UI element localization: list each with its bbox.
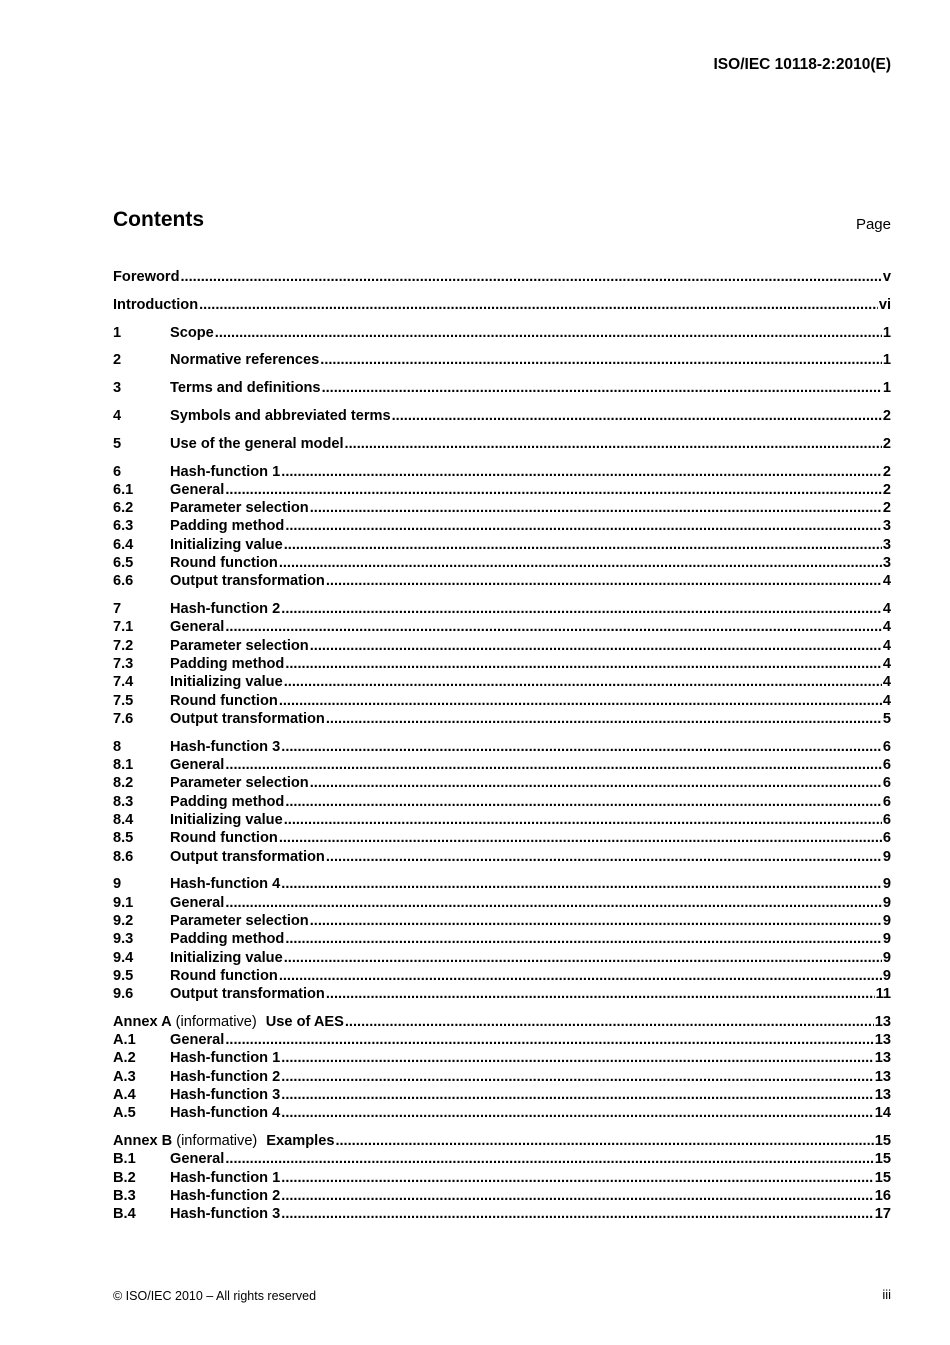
toc-entry[interactable] (113, 601, 891, 619)
toc-entry-number: A.4 (113, 1087, 136, 1104)
toc-entry-number: 7.2 (113, 637, 134, 654)
toc-dot-leader (310, 500, 882, 516)
toc-entry-title: Parameter selection (170, 775, 309, 792)
toc-entry-title: Hash-function 2 (170, 601, 281, 618)
toc-dot-leader (225, 1032, 873, 1048)
toc-entry[interactable] (113, 1087, 891, 1105)
toc-entry-number: B.3 (113, 1188, 136, 1205)
toc-dot-leader (326, 849, 882, 865)
toc-entry-title: Foreword (113, 269, 180, 285)
toc-entry-title: Hash-function 1 (170, 463, 281, 480)
toc-entry-page: 4 (882, 674, 891, 691)
toc-entry-title: Round function (170, 692, 278, 709)
toc-entry-title: Hash-function 2 (170, 1068, 281, 1085)
toc-entry-title: Use of AES (265, 1013, 344, 1030)
toc-annex-type: (informative) (175, 1013, 257, 1030)
toc-entry[interactable] (113, 739, 891, 757)
toc-entry-title: Initializing value (170, 811, 283, 828)
toc-entry-title: Round function (170, 830, 278, 847)
toc-dot-leader (279, 830, 882, 846)
toc-dot-leader (199, 297, 878, 313)
toc-dot-leader (285, 931, 882, 947)
toc-entry-title: Symbols and abbreviated terms (170, 407, 391, 424)
toc-entry-page: 13 (874, 1068, 891, 1085)
toc-entry-title: General (170, 894, 225, 911)
toc-entry-page: 16 (874, 1188, 891, 1205)
toc-entry-page: 6 (882, 738, 891, 755)
footer-page-number: iii (882, 1287, 891, 1302)
toc-dot-leader (310, 913, 882, 929)
toc-entry-number: 9 (113, 876, 122, 893)
toc-dot-leader (225, 895, 882, 911)
toc-entry[interactable] (113, 849, 891, 867)
toc-entry-number: 6.6 (113, 573, 134, 590)
toc-dot-leader (281, 739, 882, 755)
toc-entry-number: 6.5 (113, 555, 134, 572)
toc-entry[interactable] (113, 1170, 891, 1188)
toc-entry-page: 4 (882, 637, 891, 654)
toc-entry-number: 8.5 (113, 830, 134, 847)
toc-entry-page: 5 (882, 710, 891, 727)
toc-entry[interactable] (113, 1014, 891, 1032)
toc-entry[interactable] (113, 436, 891, 454)
toc-entry[interactable] (113, 794, 891, 812)
toc-dot-leader (326, 573, 882, 589)
toc-entry-number: 7.1 (113, 619, 134, 636)
toc-entry-number: B.2 (113, 1169, 136, 1186)
toc-dot-leader (310, 638, 882, 654)
toc-entry-title: Terms and definitions (170, 380, 321, 397)
toc-dot-leader (284, 674, 882, 690)
toc-entry-number: 6 (113, 463, 122, 480)
toc-dot-leader (284, 950, 882, 966)
toc-entry-title: Output transformation (170, 710, 325, 727)
toc-entry-page: 13 (874, 1087, 891, 1104)
toc-entry-number: 8.6 (113, 848, 134, 865)
toc-dot-leader (281, 876, 882, 892)
toc-entry-number: 9.6 (113, 986, 134, 1003)
toc-entry-page: 6 (882, 775, 891, 792)
toc-entry[interactable] (113, 1069, 891, 1087)
toc-entry-number: B.1 (113, 1151, 136, 1168)
toc-entry-number: 8 (113, 738, 122, 755)
toc-entry-number: 7.3 (113, 656, 134, 673)
toc-entry-number: 7.4 (113, 674, 134, 691)
toc-entry[interactable] (113, 711, 891, 729)
toc-entry-page: 14 (874, 1105, 891, 1122)
toc-entry-number: 9.3 (113, 931, 134, 948)
toc-dot-leader (281, 1188, 874, 1204)
toc-entry-title: Scope (170, 324, 214, 341)
toc-annex-label: Annex A (113, 1013, 172, 1030)
toc-entry-title: General (170, 757, 225, 774)
toc-entry-title: General (170, 1032, 225, 1049)
toc-entry-page: v (882, 269, 891, 285)
toc-entry[interactable] (113, 1032, 891, 1050)
toc-entry[interactable] (113, 895, 891, 913)
toc-entry-page: 15 (874, 1169, 891, 1186)
toc-entry-page: 6 (882, 793, 891, 810)
toc-entry-number: A.5 (113, 1105, 136, 1122)
toc-entry[interactable] (113, 619, 891, 637)
toc-entry-page: 3 (882, 536, 891, 553)
toc-entry[interactable] (113, 537, 891, 555)
toc-entry-number: 7.6 (113, 710, 134, 727)
toc-entry-title: Parameter selection (170, 637, 309, 654)
toc-entry-title: Hash-function 1 (170, 1050, 281, 1067)
toc-annex-label: Annex B (113, 1133, 173, 1150)
toc-entry-title: Round function (170, 555, 278, 572)
toc-dot-leader (310, 775, 882, 791)
toc-entry-page: 17 (874, 1206, 891, 1223)
toc-entry-number: 8.2 (113, 775, 134, 792)
toc-entry-number: A.3 (113, 1068, 136, 1085)
toc-entry-number: 5 (113, 435, 122, 452)
toc-entry-title: General (170, 481, 225, 498)
toc-entry[interactable] (113, 269, 891, 287)
toc-entry-page: 1 (882, 352, 891, 369)
toc-entry[interactable] (113, 830, 891, 848)
toc-entry-title: Padding method (170, 656, 285, 673)
toc-entry-title: Hash-function 3 (170, 738, 281, 755)
toc-dot-leader (225, 757, 882, 773)
toc-dot-leader (345, 1014, 874, 1030)
toc-entry-number: 9.1 (113, 894, 134, 911)
toc-entry-title: Hash-function 3 (170, 1087, 281, 1104)
toc-dot-leader (284, 537, 882, 553)
toc-entry-title: Output transformation (170, 986, 325, 1003)
toc-entry-title: General (170, 1151, 225, 1168)
toc-entry[interactable] (113, 950, 891, 968)
toc-entry-title: Hash-function 1 (170, 1169, 281, 1186)
toc-dot-leader (279, 968, 882, 984)
toc-dot-leader (180, 269, 881, 285)
toc-entry-title: Hash-function 2 (170, 1188, 281, 1205)
toc-entry-page: 13 (874, 1013, 891, 1030)
toc-entry[interactable] (113, 518, 891, 536)
toc-entry-title: Parameter selection (170, 500, 309, 517)
toc-entry-title: Padding method (170, 793, 285, 810)
toc-entry-title: Hash-function 3 (170, 1206, 281, 1223)
toc-dot-leader (335, 1133, 873, 1149)
toc-entry-title: Parameter selection (170, 912, 309, 929)
toc-entry-page: 6 (882, 757, 891, 774)
toc-entry[interactable] (113, 500, 891, 518)
toc-entry[interactable] (113, 913, 891, 931)
toc-entry-title: Initializing value (170, 674, 283, 691)
toc-dot-leader (285, 794, 882, 810)
toc-entry-number: 2 (113, 352, 122, 369)
contents-heading: Contents (113, 208, 204, 231)
document-code: ISO/IEC 10118-2:2010(E) (713, 56, 891, 73)
toc-entry-number: 6.4 (113, 536, 134, 553)
toc-dot-leader (281, 1105, 874, 1121)
toc-entry-page: 13 (874, 1032, 891, 1049)
toc-entry-page: 15 (874, 1133, 891, 1150)
toc-entry-page: 11 (875, 986, 891, 1003)
copyright-notice: © ISO/IEC 2010 – All rights reserved (113, 1289, 317, 1303)
toc-dot-leader (281, 1069, 874, 1085)
toc-entry[interactable] (113, 876, 891, 894)
toc-dot-leader (281, 464, 882, 480)
toc-entry-number: 6.3 (113, 518, 134, 535)
toc-dot-leader (284, 812, 882, 828)
toc-dot-leader (285, 518, 882, 534)
toc-entry-number: 7 (113, 601, 122, 618)
toc-entry-title: Hash-function 4 (170, 1105, 281, 1122)
toc-dot-leader (281, 1206, 874, 1222)
toc-entry-page: 2 (882, 407, 891, 424)
toc-entry[interactable] (113, 757, 891, 775)
toc-dot-leader (281, 1050, 874, 1066)
toc-entry-page: 2 (882, 435, 891, 452)
toc-entry-page: 9 (882, 848, 891, 865)
toc-entry-page: 6 (882, 811, 891, 828)
toc-entry-title: Initializing value (170, 536, 283, 553)
toc-entry[interactable] (113, 775, 891, 793)
toc-entry-number: A.2 (113, 1050, 136, 1067)
toc-entry-page: 3 (882, 555, 891, 572)
toc-entry-number: 9.5 (113, 967, 134, 984)
toc-entry-title: Padding method (170, 518, 285, 535)
toc-entry-page: 4 (882, 601, 891, 618)
toc-dot-leader (281, 601, 882, 617)
toc-entry[interactable] (113, 464, 891, 482)
toc-entry-page: 1 (882, 380, 891, 397)
toc-entry-number: B.4 (113, 1206, 136, 1223)
toc-entry-title: Initializing value (170, 949, 283, 966)
toc-dot-leader (279, 693, 882, 709)
toc-entry-page: 4 (882, 573, 891, 590)
toc-entry-title: Padding method (170, 931, 285, 948)
page-column-label: Page (855, 216, 891, 233)
toc-entry-page: 9 (882, 894, 891, 911)
toc-entry-number: 1 (113, 324, 122, 341)
toc-entry-page: 2 (882, 463, 891, 480)
toc-entry-title: Output transformation (170, 848, 325, 865)
table-of-contents (113, 269, 891, 1225)
toc-entry-number: 4 (113, 407, 122, 424)
toc-entry-number: 7.5 (113, 692, 134, 709)
toc-entry[interactable] (113, 325, 891, 343)
toc-annex-type: (informative) (176, 1133, 258, 1150)
toc-dot-leader (326, 711, 882, 727)
toc-entry-page: 9 (882, 876, 891, 893)
toc-entry[interactable] (113, 656, 891, 674)
toc-entry-page: vi (878, 296, 891, 313)
toc-entry[interactable] (113, 693, 891, 711)
toc-entry[interactable] (113, 573, 891, 591)
toc-entry-page: 4 (882, 692, 891, 709)
toc-entry-number: 9.2 (113, 912, 134, 929)
toc-entry-page: 2 (882, 500, 891, 517)
toc-dot-leader (281, 1170, 874, 1186)
toc-entry[interactable] (113, 1133, 891, 1151)
toc-entry-title: Hash-function 4 (170, 876, 281, 893)
toc-dot-leader (225, 482, 882, 498)
toc-dot-leader (281, 1087, 874, 1103)
toc-entry[interactable] (113, 408, 891, 426)
toc-entry[interactable] (113, 1151, 891, 1169)
toc-entry-title: Output transformation (170, 573, 325, 590)
toc-entry-page: 13 (874, 1050, 891, 1067)
toc-dot-leader (279, 555, 882, 571)
toc-dot-leader (345, 436, 882, 452)
toc-entry-title: Use of the general model (170, 435, 344, 452)
toc-dot-leader (225, 619, 882, 635)
toc-dot-leader (320, 352, 882, 368)
toc-entry-page: 6 (882, 830, 891, 847)
toc-dot-leader (392, 408, 882, 424)
toc-entry-page: 9 (882, 912, 891, 929)
toc-entry-title: General (170, 619, 225, 636)
toc-entry[interactable] (113, 968, 891, 986)
toc-entry[interactable] (113, 380, 891, 398)
toc-entry[interactable] (113, 1188, 891, 1206)
toc-entry-page: 9 (882, 949, 891, 966)
toc-entry[interactable] (113, 1206, 891, 1224)
toc-entry[interactable] (113, 555, 891, 573)
toc-entry-number: A.1 (113, 1032, 136, 1049)
toc-entry[interactable] (113, 674, 891, 692)
toc-entry[interactable] (113, 1050, 891, 1068)
toc-entry-number: 8.3 (113, 793, 134, 810)
toc-entry-number: 8.4 (113, 811, 134, 828)
toc-dot-leader (215, 325, 882, 341)
toc-entry-page: 3 (882, 518, 891, 535)
toc-entry-page: 4 (882, 656, 891, 673)
toc-entry[interactable] (113, 986, 891, 1004)
toc-entry[interactable] (113, 931, 891, 949)
toc-entry-page: 15 (874, 1151, 891, 1168)
toc-entry[interactable] (113, 638, 891, 656)
toc-entry[interactable] (113, 812, 891, 830)
toc-entry-title: Introduction (113, 296, 199, 313)
toc-entry-number: 9.4 (113, 949, 134, 966)
toc-entry-page: 4 (882, 619, 891, 636)
toc-entry-page: 9 (882, 967, 891, 984)
toc-dot-leader (322, 380, 882, 396)
toc-entry-page: 9 (882, 931, 891, 948)
toc-dot-leader (225, 1151, 873, 1167)
toc-entry[interactable] (113, 482, 891, 500)
toc-entry-title: Examples (266, 1133, 335, 1150)
toc-dot-leader (285, 656, 882, 672)
toc-entry-page: 2 (882, 481, 891, 498)
toc-entry-number: 3 (113, 380, 122, 397)
toc-entry-number: 8.1 (113, 757, 134, 774)
toc-entry-number: 6.1 (113, 481, 134, 498)
toc-entry[interactable] (113, 297, 891, 315)
toc-entry-title: Round function (170, 967, 278, 984)
toc-entry[interactable] (113, 352, 891, 370)
toc-entry-number: 6.2 (113, 500, 134, 517)
toc-dot-leader (326, 986, 875, 1002)
toc-entry-title: Normative references (170, 352, 320, 369)
toc-entry-page: 1 (882, 324, 891, 341)
toc-entry[interactable] (113, 1105, 891, 1123)
